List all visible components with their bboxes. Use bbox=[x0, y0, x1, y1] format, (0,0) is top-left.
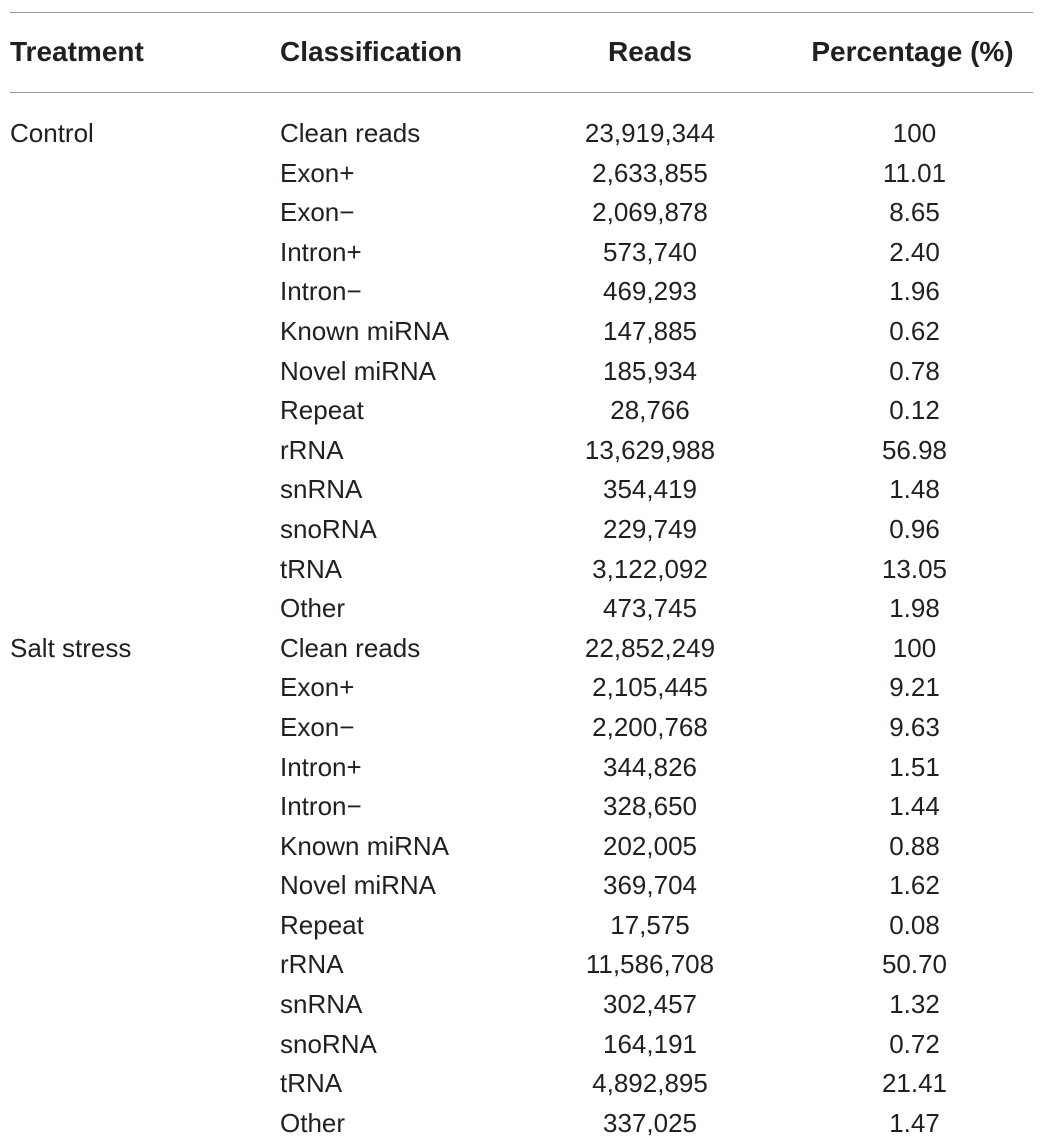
percentage-cell: 21.41 bbox=[881, 1068, 948, 1099]
table-row bbox=[0, 352, 1045, 392]
table-row bbox=[0, 391, 1045, 431]
percentage-cell: 1.96 bbox=[889, 276, 940, 307]
classification-cell: snRNA bbox=[280, 474, 363, 505]
table-row bbox=[0, 233, 1045, 273]
percentage-cell: 11.01 bbox=[882, 157, 947, 188]
classification-cell: Intron− bbox=[280, 791, 362, 822]
table-row bbox=[0, 550, 1045, 590]
percentage-cell: 0.88 bbox=[889, 830, 940, 861]
table-row bbox=[0, 589, 1045, 629]
percentage-cell: 1.62 bbox=[889, 870, 940, 901]
table-row bbox=[0, 1064, 1045, 1104]
percentage-cell: 0.08 bbox=[889, 909, 940, 940]
reads-cell: 3,122,092 bbox=[592, 553, 708, 584]
percentage-cell: 0.12 bbox=[889, 395, 940, 426]
treatment-cell: Control bbox=[10, 118, 94, 148]
classification-cell: Intron+ bbox=[280, 751, 362, 782]
reads-cell: 369,704 bbox=[603, 870, 697, 901]
table-row bbox=[0, 668, 1045, 708]
table-row bbox=[0, 866, 1045, 906]
classification-cell: Known miRNA bbox=[280, 830, 450, 861]
reads-cell: 185,934 bbox=[603, 355, 697, 386]
reads-cell: 4,892,895 bbox=[592, 1068, 708, 1099]
table-row bbox=[0, 827, 1045, 867]
classification-cell: Exon− bbox=[280, 197, 355, 228]
reads-cell: 164,191 bbox=[603, 1028, 697, 1059]
table-row bbox=[0, 629, 1045, 669]
percentage-cell: 1.44 bbox=[889, 791, 940, 822]
table-row bbox=[0, 470, 1045, 510]
reads-cell: 2,633,855 bbox=[592, 157, 708, 188]
table-row bbox=[0, 1025, 1045, 1065]
percentage-cell: 2.40 bbox=[889, 236, 940, 267]
percentage-cell: 1.32 bbox=[889, 989, 940, 1020]
reads-cell: 28,766 bbox=[610, 395, 690, 426]
reads-cell: 573,740 bbox=[603, 236, 697, 267]
table-body bbox=[0, 114, 1045, 1143]
percentage-cell: 0.78 bbox=[889, 355, 940, 386]
reads-cell: 202,005 bbox=[603, 830, 697, 861]
table-row bbox=[0, 312, 1045, 352]
reads-cell: 354,419 bbox=[603, 474, 697, 505]
table-row bbox=[0, 431, 1045, 471]
percentage-cell: 8.65 bbox=[889, 197, 940, 228]
percentage-cell: 1.51 bbox=[889, 751, 940, 782]
reads-cell: 2,069,878 bbox=[592, 197, 708, 228]
percentage-cell: 100 bbox=[892, 118, 937, 148]
table-header bbox=[0, 30, 1045, 74]
classification-cell: rRNA bbox=[280, 949, 344, 980]
percentage-cell: 1.98 bbox=[889, 593, 940, 624]
percentage-cell: 100 bbox=[892, 632, 937, 663]
header-reads: Reads bbox=[607, 36, 693, 67]
table-row bbox=[0, 945, 1045, 985]
table-top-rule bbox=[10, 12, 1033, 13]
percentage-cell: 1.48 bbox=[889, 474, 940, 505]
table-row bbox=[0, 985, 1045, 1025]
classification-cell: Clean reads bbox=[280, 118, 421, 148]
reads-cell: 302,457 bbox=[603, 989, 697, 1020]
classification-cell: Exon− bbox=[280, 711, 355, 742]
percentage-cell: 9.21 bbox=[889, 672, 940, 703]
classification-cell: rRNA bbox=[280, 434, 344, 465]
header-treatment: Treatment bbox=[10, 36, 144, 67]
table-row bbox=[0, 708, 1045, 748]
percentage-cell: 0.96 bbox=[889, 513, 940, 544]
reads-cell: 2,105,445 bbox=[592, 672, 708, 703]
header-classification: Classification bbox=[280, 36, 463, 67]
table-row bbox=[0, 272, 1045, 312]
classification-cell: Novel miRNA bbox=[280, 355, 437, 386]
reads-cell: 23,919,344 bbox=[584, 118, 716, 148]
reads-cell: 473,745 bbox=[603, 593, 697, 624]
table-row bbox=[0, 510, 1045, 550]
classification-cell: Novel miRNA bbox=[280, 870, 437, 901]
percentage-cell: 0.72 bbox=[889, 1028, 940, 1059]
reads-cell: 2,200,768 bbox=[592, 711, 708, 742]
percentage-cell: 9.63 bbox=[889, 711, 940, 742]
classification-cell: Other bbox=[280, 593, 346, 624]
classification-cell: Known miRNA bbox=[280, 315, 450, 346]
reads-cell: 328,650 bbox=[603, 791, 697, 822]
table-row bbox=[0, 748, 1045, 788]
treatment-cell: Salt stress bbox=[10, 632, 132, 663]
table-row bbox=[0, 193, 1045, 233]
classification-cell: tRNA bbox=[280, 553, 343, 584]
reads-cell: 17,575 bbox=[610, 909, 690, 940]
classification-cell: Other bbox=[280, 1107, 346, 1138]
percentage-cell: 13.05 bbox=[881, 553, 948, 584]
reads-cell: 229,749 bbox=[603, 513, 697, 544]
reads-cell: 337,025 bbox=[603, 1107, 697, 1138]
table-row bbox=[0, 154, 1045, 194]
classification-cell: snoRNA bbox=[280, 1028, 377, 1059]
classification-cell: Repeat bbox=[280, 909, 364, 940]
table-row bbox=[0, 787, 1045, 827]
classification-cell: Clean reads bbox=[280, 632, 421, 663]
reads-cell: 147,885 bbox=[603, 315, 697, 346]
table-header-rule bbox=[10, 92, 1033, 93]
classification-cell: Exon+ bbox=[280, 672, 355, 703]
classification-cell: Repeat bbox=[280, 395, 364, 426]
percentage-cell: 50.70 bbox=[881, 949, 948, 980]
classification-cell: snoRNA bbox=[280, 513, 377, 544]
reads-cell: 11,586,708 bbox=[585, 949, 715, 980]
reads-cell: 13,629,988 bbox=[584, 434, 716, 465]
percentage-cell: 56.98 bbox=[881, 434, 948, 465]
classification-cell: Intron+ bbox=[280, 236, 362, 267]
percentage-cell: 0.62 bbox=[889, 315, 940, 346]
table-row bbox=[0, 906, 1045, 946]
reads-cell: 469,293 bbox=[603, 276, 697, 307]
classification-cell: snRNA bbox=[280, 989, 363, 1020]
table-row bbox=[0, 1104, 1045, 1144]
reads-cell: 22,852,249 bbox=[584, 632, 716, 663]
classification-cell: Exon+ bbox=[280, 157, 355, 188]
classification-cell: tRNA bbox=[280, 1068, 343, 1099]
percentage-cell: 1.47 bbox=[889, 1107, 940, 1138]
header-percentage: Percentage (%) bbox=[811, 36, 1014, 67]
table-row bbox=[0, 114, 1045, 154]
reads-cell: 344,826 bbox=[603, 751, 697, 782]
classification-cell: Intron− bbox=[280, 276, 362, 307]
